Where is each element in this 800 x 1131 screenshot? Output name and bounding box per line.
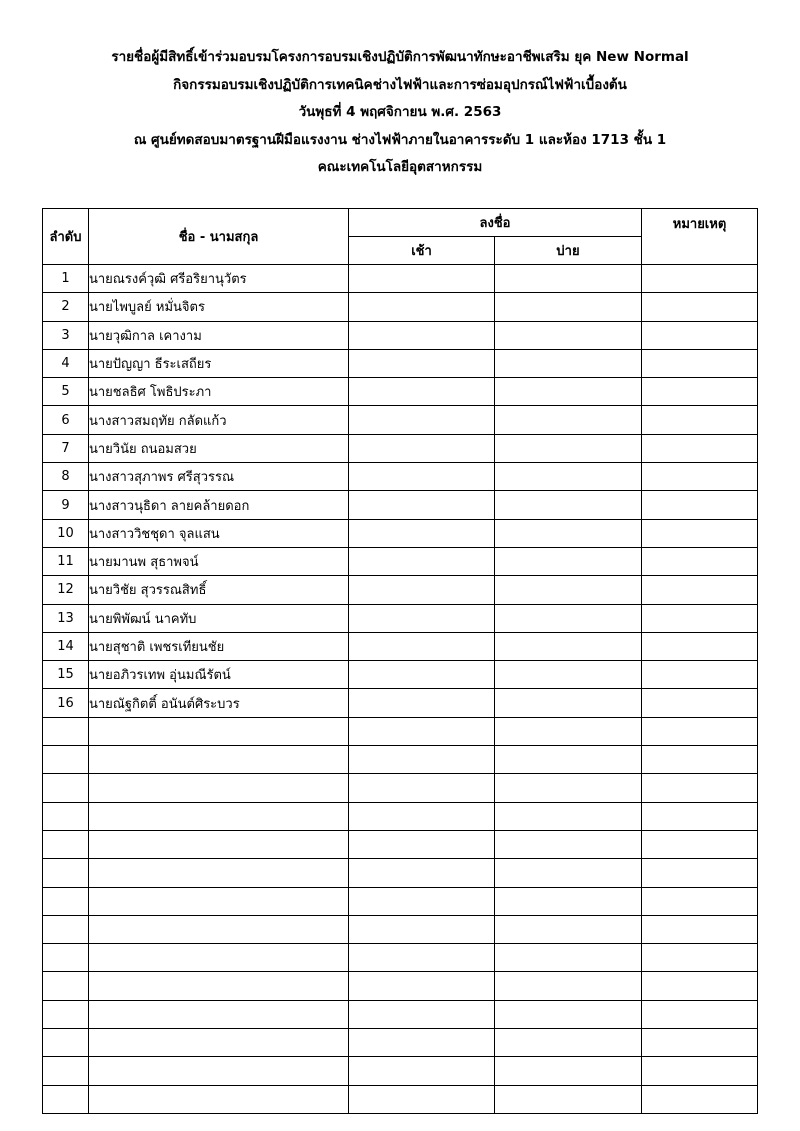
remark-cell[interactable] [642, 717, 758, 745]
remark-cell[interactable] [642, 463, 758, 491]
participant-name[interactable] [89, 717, 349, 745]
empty-table-row [43, 915, 758, 943]
afternoon-signature-cell[interactable] [495, 463, 642, 491]
column-header-morning: เช้า [349, 237, 495, 265]
participant-name: นายมานพ สุธาพจน์ [89, 547, 349, 575]
empty-table-row [43, 1085, 758, 1113]
table-row [43, 576, 758, 604]
row-number [43, 915, 89, 943]
morning-signature-cell[interactable] [349, 491, 495, 519]
table-row [43, 547, 758, 575]
table-row [43, 349, 758, 377]
table-row [43, 406, 758, 434]
row-number: 2 [43, 293, 89, 321]
morning-signature-cell[interactable] [349, 1057, 495, 1085]
remark-cell[interactable] [642, 604, 758, 632]
column-header-number: ลำดับ [43, 209, 89, 265]
title-line-1: รายชื่อผู้มีสิทธิ์เข้าร่วมอบรมโครงการอบรมเชิงปฏิบัติการพัฒนาทักษะอาชีพเสริม ยุค New Normal [111, 49, 689, 65]
remark-cell[interactable] [642, 293, 758, 321]
morning-signature-cell[interactable] [349, 661, 495, 689]
row-number: 5 [43, 378, 89, 406]
remark-cell[interactable] [642, 661, 758, 689]
participant-name: นายณรงค์วุฒิ ศรีอริยานุวัตร [89, 265, 349, 293]
afternoon-signature-cell[interactable] [495, 378, 642, 406]
morning-signature-cell[interactable] [349, 463, 495, 491]
row-number: 12 [43, 576, 89, 604]
remark-cell[interactable] [642, 349, 758, 377]
table-row [43, 632, 758, 660]
afternoon-signature-cell[interactable] [495, 717, 642, 745]
remark-cell[interactable] [642, 378, 758, 406]
participant-name[interactable] [89, 1085, 349, 1113]
remark-cell[interactable] [642, 1057, 758, 1085]
remark-cell[interactable] [642, 547, 758, 575]
remark-cell[interactable] [642, 972, 758, 1000]
row-number: 14 [43, 632, 89, 660]
row-number: 7 [43, 434, 89, 462]
row-number: 3 [43, 321, 89, 349]
table-row [43, 519, 758, 547]
participant-name[interactable] [89, 774, 349, 802]
participant-name: นายชลธิศ โพธิประภา [89, 378, 349, 406]
morning-signature-cell[interactable] [349, 915, 495, 943]
afternoon-signature-cell[interactable] [495, 944, 642, 972]
morning-signature-cell[interactable] [349, 265, 495, 293]
table-row [43, 265, 758, 293]
participant-name: นายปัญญา ธีระเสถียร [89, 349, 349, 377]
row-number [43, 944, 89, 972]
table-row [43, 491, 758, 519]
participant-name[interactable] [89, 802, 349, 830]
afternoon-signature-cell[interactable] [495, 632, 642, 660]
row-number [43, 802, 89, 830]
morning-signature-cell[interactable] [349, 944, 495, 972]
row-number [43, 1000, 89, 1028]
morning-signature-cell[interactable] [349, 519, 495, 547]
morning-signature-cell[interactable] [349, 887, 495, 915]
morning-signature-cell[interactable] [349, 859, 495, 887]
participant-name: นายพิพัฒน์ นาคทับ [89, 604, 349, 632]
afternoon-signature-cell[interactable] [495, 1085, 642, 1113]
table-row [43, 463, 758, 491]
participant-name: นายณัฐกิตติ์ อนันต์ศิระบวร [89, 689, 349, 717]
row-number: 15 [43, 661, 89, 689]
row-number: 10 [43, 519, 89, 547]
morning-signature-cell[interactable] [349, 547, 495, 575]
row-number: 8 [43, 463, 89, 491]
remark-cell[interactable] [642, 576, 758, 604]
title-line-3: วันพุธที่ 4 พฤศจิกายน พ.ศ. 2563 [298, 104, 502, 121]
afternoon-signature-cell[interactable] [495, 576, 642, 604]
remark-cell[interactable] [642, 406, 758, 434]
participant-name[interactable] [89, 972, 349, 1000]
afternoon-signature-cell[interactable] [495, 491, 642, 519]
row-number: 9 [43, 491, 89, 519]
empty-table-row [43, 859, 758, 887]
afternoon-signature-cell[interactable] [495, 406, 642, 434]
empty-table-row [43, 972, 758, 1000]
afternoon-signature-cell[interactable] [495, 802, 642, 830]
column-header-signature: ลงชื่อ [349, 209, 642, 237]
morning-signature-cell[interactable] [349, 972, 495, 1000]
remark-cell[interactable] [642, 830, 758, 858]
afternoon-signature-cell[interactable] [495, 859, 642, 887]
afternoon-signature-cell[interactable] [495, 434, 642, 462]
document-header [40, 44, 760, 182]
afternoon-signature-cell[interactable] [495, 1029, 642, 1057]
row-number: 13 [43, 604, 89, 632]
participant-name[interactable] [89, 1000, 349, 1028]
participant-name[interactable] [89, 887, 349, 915]
participant-name: นายสุชาติ เพชรเทียนชัย [89, 632, 349, 660]
row-number [43, 972, 89, 1000]
afternoon-signature-cell[interactable] [495, 1057, 642, 1085]
participant-name: นายวุฒิกาล เคางาม [89, 321, 349, 349]
participant-name[interactable] [89, 830, 349, 858]
empty-table-row [43, 887, 758, 915]
remark-cell[interactable] [642, 944, 758, 972]
row-number [43, 1057, 89, 1085]
participant-name[interactable] [89, 1029, 349, 1057]
remark-cell[interactable] [642, 915, 758, 943]
remark-cell[interactable] [642, 265, 758, 293]
afternoon-signature-cell[interactable] [495, 746, 642, 774]
row-number [43, 1085, 89, 1113]
empty-table-row [43, 1057, 758, 1085]
morning-signature-cell[interactable] [349, 1000, 495, 1028]
remark-cell[interactable] [642, 321, 758, 349]
afternoon-signature-cell[interactable] [495, 887, 642, 915]
morning-signature-cell[interactable] [349, 576, 495, 604]
remark-cell[interactable] [642, 887, 758, 915]
participant-name: นายวิชัย สุวรรณสิทธิ์ [89, 576, 349, 604]
row-number [43, 887, 89, 915]
participant-name[interactable] [89, 859, 349, 887]
afternoon-signature-cell[interactable] [495, 293, 642, 321]
row-number [43, 717, 89, 745]
remark-cell[interactable] [642, 519, 758, 547]
remark-cell[interactable] [642, 491, 758, 519]
participant-name[interactable] [89, 944, 349, 972]
empty-table-row [43, 717, 758, 745]
row-number [43, 859, 89, 887]
empty-table-row [43, 802, 758, 830]
afternoon-signature-cell[interactable] [495, 321, 642, 349]
empty-table-row [43, 830, 758, 858]
remark-cell[interactable] [642, 632, 758, 660]
morning-signature-cell[interactable] [349, 632, 495, 660]
row-number: 11 [43, 547, 89, 575]
table-body [43, 265, 758, 1114]
participant-name: นายวินัย ถนอมสวย [89, 434, 349, 462]
afternoon-signature-cell[interactable] [495, 661, 642, 689]
participant-name: นางสาววิชชุดา จุลแสน [89, 519, 349, 547]
row-number: 1 [43, 265, 89, 293]
afternoon-signature-cell[interactable] [495, 774, 642, 802]
participant-name[interactable] [89, 915, 349, 943]
afternoon-signature-cell[interactable] [495, 547, 642, 575]
morning-signature-cell[interactable] [349, 746, 495, 774]
table-row [43, 378, 758, 406]
row-number [43, 746, 89, 774]
morning-signature-cell[interactable] [349, 406, 495, 434]
participant-name[interactable] [89, 1057, 349, 1085]
morning-signature-cell[interactable] [349, 830, 495, 858]
afternoon-signature-cell[interactable] [495, 830, 642, 858]
table-row [43, 604, 758, 632]
afternoon-signature-cell[interactable] [495, 972, 642, 1000]
title-line-2: กิจกรรมอบรมเชิงปฏิบัติการเทคนิคช่างไฟฟ้าและการซ่อมอุปกรณ์ไฟฟ้าเบื้องต้น [173, 76, 627, 93]
participant-name[interactable] [89, 746, 349, 774]
remark-cell[interactable] [642, 1085, 758, 1113]
participant-name: นางสาวสมฤทัย กลัดแก้ว [89, 406, 349, 434]
afternoon-signature-cell[interactable] [495, 604, 642, 632]
participant-name: นายอภิวรเทพ อุ่นมณีรัตน์ [89, 661, 349, 689]
attendance-table [42, 208, 758, 1114]
remark-cell[interactable] [642, 802, 758, 830]
empty-table-row [43, 944, 758, 972]
column-header-name: ชื่อ - นามสกุล [89, 209, 349, 265]
row-number: 4 [43, 349, 89, 377]
empty-table-row [43, 1029, 758, 1057]
row-number [43, 774, 89, 802]
row-number [43, 830, 89, 858]
morning-signature-cell[interactable] [349, 802, 495, 830]
table-row [43, 661, 758, 689]
table-row [43, 321, 758, 349]
afternoon-signature-cell[interactable] [495, 1000, 642, 1028]
row-number: 6 [43, 406, 89, 434]
remark-cell[interactable] [642, 689, 758, 717]
afternoon-signature-cell[interactable] [495, 349, 642, 377]
table-header-row [43, 209, 758, 237]
remark-cell[interactable] [642, 434, 758, 462]
column-header-remark: หมายเหตุ [642, 209, 758, 265]
afternoon-signature-cell[interactable] [495, 265, 642, 293]
remark-cell[interactable] [642, 859, 758, 887]
morning-signature-cell[interactable] [349, 321, 495, 349]
remark-cell[interactable] [642, 1000, 758, 1028]
morning-signature-cell[interactable] [349, 717, 495, 745]
participant-name: นายไพบูลย์ หมั่นจิตร [89, 293, 349, 321]
afternoon-signature-cell[interactable] [495, 915, 642, 943]
empty-table-row [43, 746, 758, 774]
column-header-afternoon: บ่าย [495, 237, 642, 265]
morning-signature-cell[interactable] [349, 349, 495, 377]
remark-cell[interactable] [642, 774, 758, 802]
empty-table-row [43, 1000, 758, 1028]
participant-name: นางสาวนุธิดา ลายคล้ายดอก [89, 491, 349, 519]
empty-table-row [43, 774, 758, 802]
morning-signature-cell[interactable] [349, 1029, 495, 1057]
table-row [43, 293, 758, 321]
morning-signature-cell[interactable] [349, 378, 495, 406]
remark-cell[interactable] [642, 746, 758, 774]
afternoon-signature-cell[interactable] [495, 519, 642, 547]
row-number [43, 1029, 89, 1057]
table-row [43, 689, 758, 717]
table-row [43, 434, 758, 462]
morning-signature-cell[interactable] [349, 689, 495, 717]
morning-signature-cell[interactable] [349, 774, 495, 802]
title-line-5: คณะเทคโนโลยีอุตสาหกรรม [317, 159, 483, 176]
participant-name: นางสาวสุภาพร ศรีสุวรรณ [89, 463, 349, 491]
morning-signature-cell[interactable] [349, 434, 495, 462]
morning-signature-cell[interactable] [349, 1085, 495, 1113]
morning-signature-cell[interactable] [349, 604, 495, 632]
afternoon-signature-cell[interactable] [495, 689, 642, 717]
morning-signature-cell[interactable] [349, 293, 495, 321]
row-number: 16 [43, 689, 89, 717]
title-line-4: ณ ศูนย์ทดสอบมาตรฐานฝีมือแรงงาน ช่างไฟฟ้าภายในอาคารระดับ 1 และห้อง 1713 ชั้น 1 [133, 131, 667, 148]
remark-cell[interactable] [642, 1029, 758, 1057]
